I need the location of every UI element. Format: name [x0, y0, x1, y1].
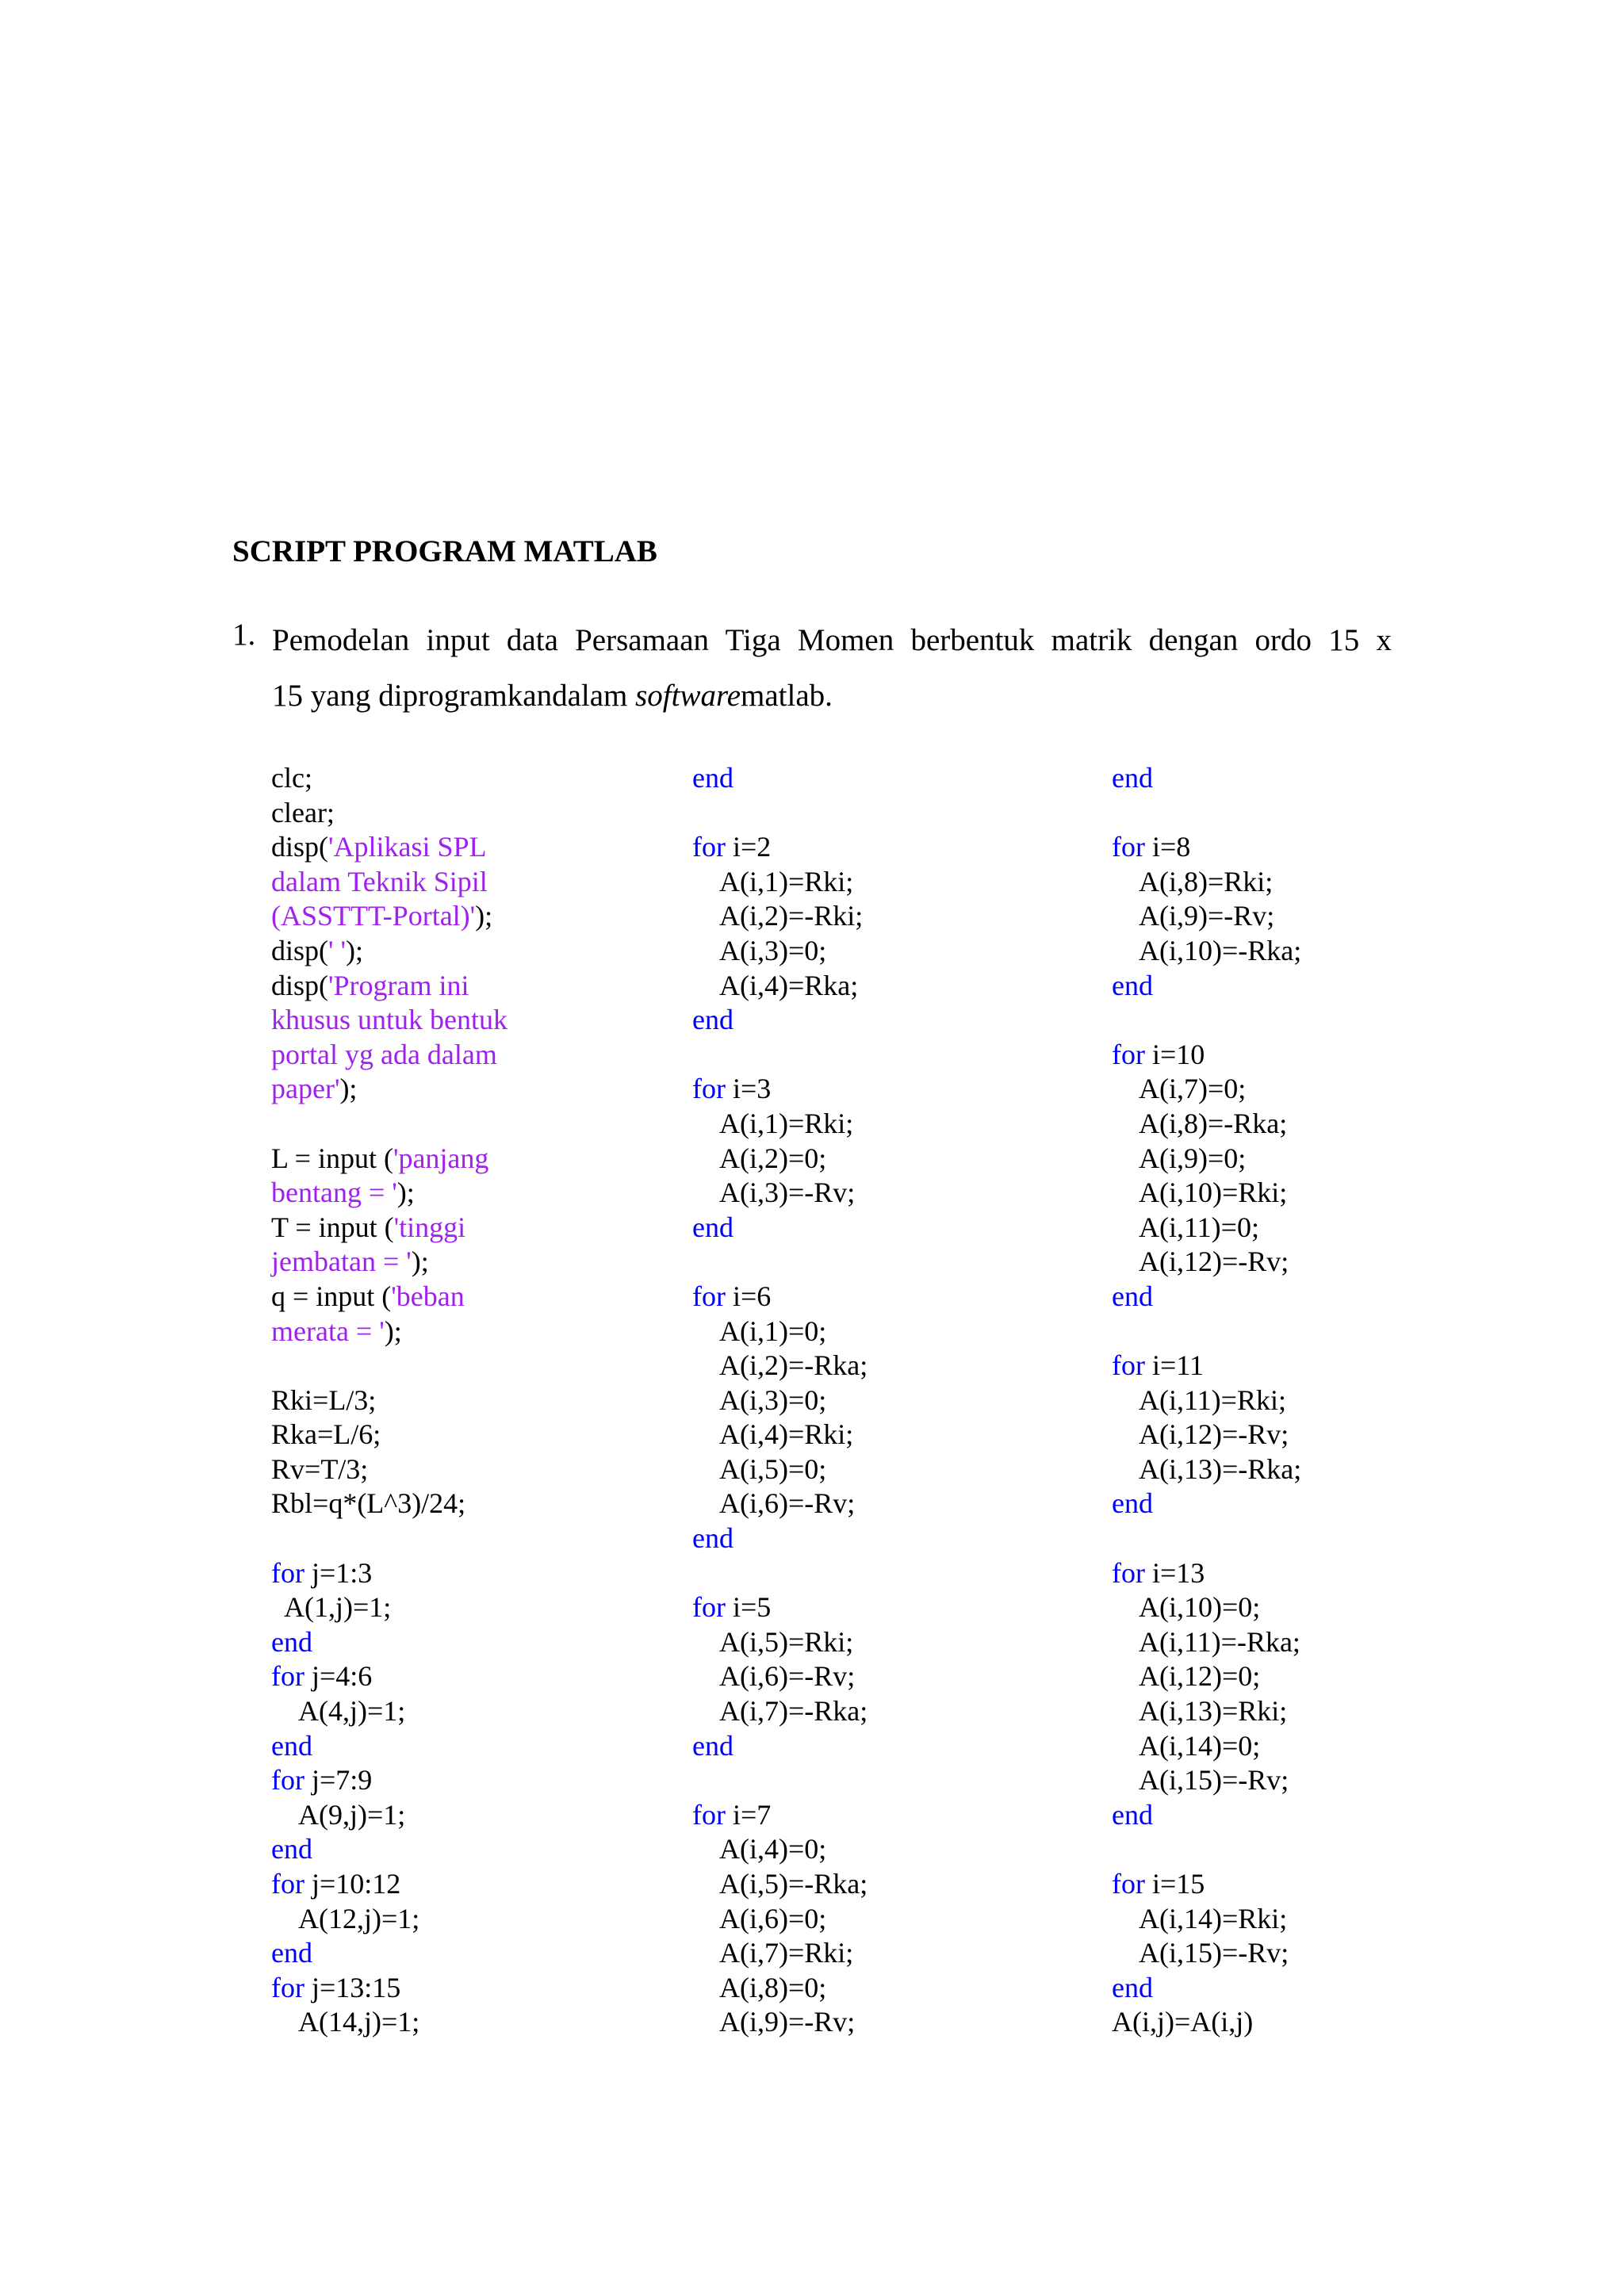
code-line — [1112, 1763, 1301, 1798]
code-keyword: for — [271, 1556, 304, 1589]
code-text: L = input ( — [271, 1142, 393, 1174]
code-line — [1112, 1902, 1301, 1937]
code-line — [1112, 899, 1301, 934]
code-keyword: for — [692, 1591, 726, 1624]
code-line — [692, 1521, 868, 1556]
code-text: A(i,8)=-Rka; — [1112, 1107, 1288, 1139]
code-text: A(i,4)=Rka; — [692, 969, 859, 1001]
code-text: i=11 — [1144, 1349, 1204, 1382]
code-text: Rka=L/6; — [271, 1418, 381, 1451]
code-line — [692, 1729, 868, 1764]
code-line — [271, 1798, 508, 1833]
code-line — [692, 1142, 868, 1177]
code-text: disp( — [271, 934, 328, 966]
code-line — [271, 1521, 508, 1556]
code-text: A(4,j)=1; — [271, 1695, 406, 1728]
code-text: j=13:15 — [304, 1971, 401, 2003]
code-line — [271, 1176, 508, 1211]
code-line — [271, 1971, 508, 2006]
code-text: A(i,14)=0; — [1112, 1729, 1261, 1762]
code-line — [1112, 1936, 1301, 1971]
code-text: Rbl=q*(L^3)/24; — [271, 1487, 466, 1520]
code-line — [692, 1625, 868, 1660]
code-line — [1112, 1452, 1301, 1487]
code-text: A(i,6)=-Rv; — [692, 1660, 856, 1693]
code-line — [692, 1452, 868, 1487]
code-line — [271, 1625, 508, 1660]
code-line — [1112, 1556, 1301, 1591]
code-text: A(i,11)=-Rka; — [1112, 1625, 1300, 1658]
code-line — [692, 1798, 868, 1833]
code-line — [271, 1832, 508, 1867]
code-text: A(i,1)=Rki; — [692, 1107, 854, 1139]
code-line — [692, 2005, 868, 2040]
code-keyword: end — [1112, 762, 1153, 794]
code-line — [692, 1936, 868, 1971]
code-line — [271, 1211, 508, 1246]
code-line — [692, 1072, 868, 1107]
code-line — [1112, 1971, 1301, 2006]
code-keyword: for — [1112, 1556, 1145, 1589]
code-text: A(i,2)=-Rka; — [692, 1349, 868, 1382]
code-text: i=5 — [725, 1591, 772, 1624]
code-keyword: end — [1112, 969, 1153, 1001]
code-column-1 — [271, 761, 508, 2040]
code-line — [1112, 1659, 1301, 1694]
code-line — [1112, 1832, 1301, 1867]
code-text: A(i,2)=0; — [692, 1142, 827, 1174]
code-line — [271, 1694, 508, 1729]
code-keyword: for — [271, 1971, 304, 2003]
code-text: A(i,12)=-Rv; — [1112, 1418, 1289, 1451]
code-line — [1112, 796, 1301, 831]
code-line — [271, 1659, 508, 1694]
code-keyword: end — [1112, 1487, 1153, 1520]
code-line — [1112, 1383, 1301, 1418]
code-line — [692, 899, 868, 934]
code-line — [271, 1280, 508, 1314]
code-line — [1112, 761, 1301, 796]
code-line — [271, 1867, 508, 1902]
code-text: A(i,7)=-Rka; — [692, 1695, 868, 1728]
code-text: A(i,3)=0; — [692, 934, 827, 966]
code-text: ); — [339, 1073, 358, 1105]
code-keyword: for — [692, 1798, 726, 1831]
code-line — [1112, 1003, 1301, 1038]
code-line — [271, 796, 508, 831]
code-text: clc; — [271, 762, 312, 794]
code-text: A(i,5)=-Rka; — [692, 1868, 868, 1900]
page-title: SCRIPT PROGRAM MATLAB — [232, 534, 657, 568]
list-item-line-2-suffix: matlab. — [741, 679, 833, 713]
code-text: A(1,j)=1; — [271, 1591, 392, 1624]
code-line — [1112, 1142, 1301, 1177]
code-line — [1112, 1038, 1301, 1073]
code-line — [692, 830, 868, 865]
code-keyword: for — [692, 1280, 726, 1312]
code-keyword: for — [271, 1764, 304, 1797]
code-string: 'tinggi — [393, 1211, 466, 1243]
code-line — [271, 1556, 508, 1591]
code-text: A(i,10)=-Rka; — [1112, 934, 1302, 966]
code-keyword: for — [692, 831, 726, 863]
list-item-line-2-italic: software — [635, 679, 741, 713]
code-text: ); — [384, 1314, 402, 1347]
code-string: ' ' — [328, 934, 346, 966]
code-keyword: end — [1112, 1798, 1153, 1831]
code-text: A(i,11)=Rki; — [1112, 1383, 1286, 1416]
code-line — [692, 1556, 868, 1591]
code-line — [1112, 1314, 1301, 1349]
code-string: 'panjang — [393, 1142, 489, 1174]
code-line — [1112, 1521, 1301, 1556]
code-line — [692, 1038, 868, 1073]
code-keyword: for — [271, 1660, 304, 1693]
code-line — [1112, 969, 1301, 1004]
code-line — [271, 1314, 508, 1349]
code-text: i=3 — [725, 1073, 772, 1105]
code-column-3 — [1112, 761, 1301, 2040]
code-text: A(i,4)=0; — [692, 1833, 827, 1866]
code-line — [692, 1659, 868, 1694]
code-string: 'Program ini — [328, 969, 469, 1001]
code-line — [271, 1902, 508, 1937]
code-line — [271, 1038, 508, 1073]
code-string: 'beban — [391, 1280, 465, 1312]
code-keyword: for — [1112, 1349, 1145, 1382]
code-line — [692, 1003, 868, 1038]
code-text: A(i,12)=-Rv; — [1112, 1246, 1289, 1278]
code-line — [692, 934, 868, 969]
code-text: clear; — [271, 796, 335, 828]
code-text: A(i,11)=0; — [1112, 1211, 1259, 1243]
code-keyword: for — [1112, 1868, 1145, 1900]
code-line — [1112, 1625, 1301, 1660]
code-text: A(i,9)=-Rv; — [1112, 900, 1275, 932]
code-line — [1112, 1245, 1301, 1280]
code-line — [692, 1590, 868, 1625]
code-text: A(i,8)=Rki; — [1112, 865, 1274, 897]
code-line — [271, 2005, 508, 2040]
code-line — [1112, 934, 1301, 969]
code-text: ); — [396, 1177, 415, 1209]
code-text: i=8 — [1144, 831, 1191, 863]
code-column-2 — [692, 761, 868, 2040]
code-string: dalam Teknik Sipil — [271, 865, 488, 897]
code-keyword: for — [692, 1073, 726, 1105]
code-line — [692, 1383, 868, 1418]
code-line — [692, 1107, 868, 1142]
code-line — [692, 1763, 868, 1798]
code-text: A(i,7)=Rki; — [692, 1937, 854, 1969]
code-text: A(i,7)=0; — [1112, 1073, 1247, 1105]
code-line — [1112, 1349, 1301, 1383]
list-item-line-2 — [272, 668, 1392, 724]
code-line — [1112, 1418, 1301, 1452]
code-keyword: end — [692, 1729, 733, 1762]
code-text: A(i,3)=0; — [692, 1383, 827, 1416]
code-text: ); — [345, 934, 363, 966]
code-line — [692, 1245, 868, 1280]
code-line — [692, 1694, 868, 1729]
code-line — [271, 1590, 508, 1625]
code-string: khusus untuk bentuk — [271, 1004, 508, 1036]
code-text: A(i,9)=0; — [1112, 1142, 1247, 1174]
code-line — [1112, 1107, 1301, 1142]
code-line — [692, 1314, 868, 1349]
code-keyword: end — [271, 1937, 312, 1969]
code-line — [271, 1072, 508, 1107]
code-line — [692, 1418, 868, 1452]
code-text: A(i,12)=0; — [1112, 1660, 1261, 1693]
code-line — [271, 899, 508, 934]
code-text: i=2 — [725, 831, 772, 863]
code-text: i=10 — [1144, 1038, 1205, 1070]
code-text: i=7 — [725, 1798, 772, 1831]
code-keyword: end — [1112, 1971, 1153, 2003]
code-text: A(i,13)=-Rka; — [1112, 1452, 1302, 1485]
code-line — [271, 1245, 508, 1280]
code-keyword: end — [271, 1833, 312, 1866]
code-text: A(i,2)=-Rki; — [692, 900, 864, 932]
code-text: A(i,10)=Rki; — [1112, 1177, 1288, 1209]
code-line — [692, 1902, 868, 1937]
code-line — [271, 830, 508, 865]
code-keyword: end — [1112, 1280, 1153, 1312]
code-text: A(9,j)=1; — [271, 1798, 406, 1831]
code-text: A(i,5)=0; — [692, 1452, 827, 1485]
code-string: portal yg ada dalam — [271, 1038, 497, 1070]
code-string: merata = ' — [271, 1314, 385, 1347]
code-text: A(14,j)=1; — [271, 2006, 420, 2038]
code-text: i=13 — [1144, 1556, 1205, 1589]
code-text: disp( — [271, 831, 328, 863]
code-line — [692, 865, 868, 900]
code-text: i=15 — [1144, 1868, 1205, 1900]
code-text: T = input ( — [271, 1211, 394, 1243]
code-keyword: end — [692, 1004, 733, 1036]
code-text: A(i,9)=-Rv; — [692, 2006, 856, 2038]
code-string: paper' — [271, 1073, 340, 1105]
code-line — [692, 969, 868, 1004]
code-line — [271, 1487, 508, 1521]
code-line — [271, 934, 508, 969]
code-string: jembatan = ' — [271, 1246, 412, 1278]
code-line — [271, 1107, 508, 1142]
code-line — [692, 1349, 868, 1383]
code-keyword: for — [1112, 1038, 1145, 1070]
code-text: A(i,6)=0; — [692, 1902, 827, 1934]
code-text: A(i,4)=Rki; — [692, 1418, 854, 1451]
code-keyword: end — [692, 762, 733, 794]
code-text: j=7:9 — [304, 1764, 373, 1797]
code-text: A(i,1)=Rki; — [692, 865, 854, 897]
code-line — [1112, 2005, 1301, 2040]
code-line — [1112, 1487, 1301, 1521]
code-line — [692, 1867, 868, 1902]
code-line — [1112, 1798, 1301, 1833]
code-line — [1112, 1176, 1301, 1211]
code-line — [271, 1936, 508, 1971]
code-line — [271, 761, 508, 796]
code-text: Rki=L/3; — [271, 1383, 377, 1416]
code-line — [1112, 1694, 1301, 1729]
code-line — [271, 1142, 508, 1177]
code-text: A(i,14)=Rki; — [1112, 1902, 1288, 1934]
code-line — [271, 1729, 508, 1764]
code-line — [692, 1176, 868, 1211]
list-item-line-1: Pemodelan input data Persamaan Tiga Momen berbentuk matrik dengan ordo 15 x — [272, 623, 1392, 657]
code-line — [692, 1211, 868, 1246]
list-item-line-2-prefix: 15 yang diprogramkandalam — [272, 679, 636, 713]
code-line — [1112, 1590, 1301, 1625]
code-text: A(i,j)=A(i,j) — [1112, 2006, 1254, 2038]
code-line — [271, 1349, 508, 1383]
code-keyword: for — [271, 1868, 304, 1900]
code-line — [271, 1418, 508, 1452]
code-text: A(i,13)=Rki; — [1112, 1695, 1288, 1728]
code-line — [271, 1003, 508, 1038]
code-line — [271, 1383, 508, 1418]
code-keyword: end — [692, 1211, 733, 1243]
code-line — [1112, 1211, 1301, 1246]
code-text: j=4:6 — [304, 1660, 373, 1693]
code-text: q = input ( — [271, 1280, 392, 1312]
code-string: bentang = ' — [271, 1177, 397, 1209]
code-line — [692, 1832, 868, 1867]
code-line — [1112, 830, 1301, 865]
code-line — [692, 761, 868, 796]
code-text: ); — [411, 1246, 429, 1278]
code-line — [271, 1763, 508, 1798]
code-keyword: end — [692, 1522, 733, 1555]
code-line — [692, 1487, 868, 1521]
code-line — [271, 1452, 508, 1487]
code-line — [1112, 865, 1301, 900]
code-string: (ASSTTT-Portal)' — [271, 900, 476, 932]
code-text: disp( — [271, 969, 328, 1001]
code-text: A(i,15)=-Rv; — [1112, 1937, 1289, 1969]
code-text: j=1:3 — [304, 1556, 373, 1589]
code-text: A(i,15)=-Rv; — [1112, 1764, 1289, 1797]
code-line — [271, 865, 508, 900]
list-item-number: 1. — [232, 618, 256, 652]
code-string: 'Aplikasi SPL — [328, 831, 487, 863]
code-line — [692, 796, 868, 831]
code-text: A(12,j)=1; — [271, 1902, 420, 1934]
code-keyword: end — [271, 1729, 312, 1762]
code-line — [1112, 1280, 1301, 1314]
code-keyword: for — [1112, 831, 1145, 863]
code-text: A(i,10)=0; — [1112, 1591, 1261, 1624]
code-line — [692, 1280, 868, 1314]
code-text: A(i,8)=0; — [692, 1971, 827, 2003]
code-line — [1112, 1867, 1301, 1902]
code-line — [1112, 1729, 1301, 1764]
code-line — [1112, 1072, 1301, 1107]
list-item-text — [272, 613, 1392, 724]
code-text: A(i,1)=0; — [692, 1314, 827, 1347]
code-line — [692, 1971, 868, 2006]
code-text: Rv=T/3; — [271, 1452, 369, 1485]
code-text: A(i,5)=Rki; — [692, 1625, 854, 1658]
code-line — [271, 969, 508, 1004]
code-text: ); — [475, 900, 493, 932]
code-keyword: end — [271, 1625, 312, 1658]
code-text: j=10:12 — [304, 1868, 401, 1900]
code-text: A(i,3)=-Rv; — [692, 1177, 856, 1209]
code-text: i=6 — [725, 1280, 772, 1312]
code-text: A(i,6)=-Rv; — [692, 1487, 856, 1520]
